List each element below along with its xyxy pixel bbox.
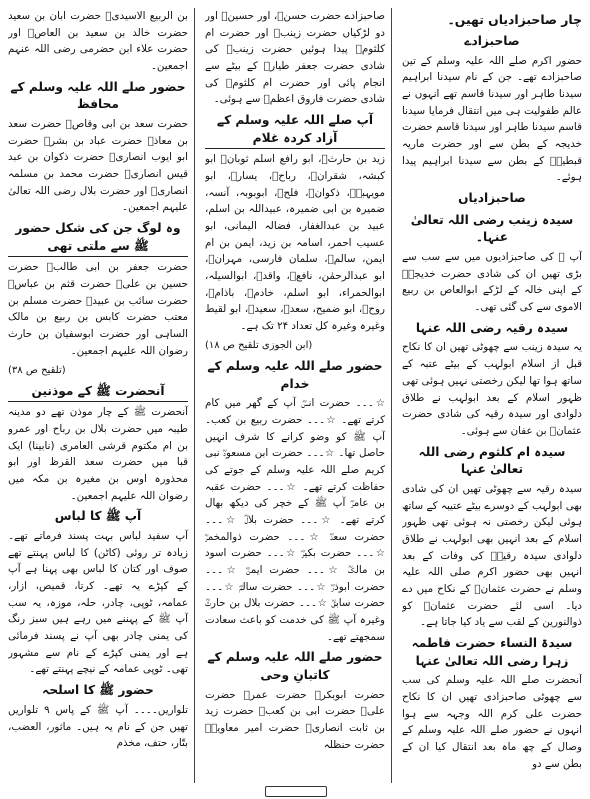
section-body-scribes: حضرت ابوبکرؓ حضرت عمرؓ حضرت علیؓ حضرت ابی بن کعبؓ حضرت زید بن ثابت انصاریؓ حضرت امیر معاویہؓ حضرت حنظلہ bbox=[205, 688, 385, 751]
section-heading-daughters: صاحبزادیاں bbox=[458, 191, 526, 206]
section-body-muezzins: آنحضرت ﷺ کے چار موذن تھے دو مدینہ طیبہ میں حضرت بلال بن رباح اور عمرو بن ام مکتوم قرشی العامری (نابینا) ایک قبا میں حضرت سعد القرظ اور ابو محذورہ اوس بن مغیرہ بن مکہ میں رضوان اللہ علیہم اجمعین۔ bbox=[8, 406, 188, 502]
section-heading-scribes: حضور صلے اللہ علیہ وسلم کے کاتبانِ وحی bbox=[207, 650, 383, 683]
lead-text: چار صاحبزادیاں تھیں۔ bbox=[447, 12, 582, 27]
section-body-guards: حضرت سعد بن ابی وقاصؓ حضرت سعد بن معاذؓ حضرت عباد بن بشرؓ حضرت ابو ایوب انصاریؓ حضرت ذکوان بن عبد قیس انصاریؓ حضرت محمد بن مسلمہ انصاریؓ اور حضرت بلال رضی اللہ تعالیٰ علیہم اجمعین۔ bbox=[8, 118, 188, 214]
section-body-ruqayya: یہ سیدہ زینب سے چھوٹی تھیں ان کا نکاح قبل از اسلام ابولہب کے بیٹے عتبہ کے ساتھ ہوا تھا لیکن رخصتی نہیں ہوئی تھی ظہور اسلام کے بعد ابولہب نے طلاق دلوادی اور سیدہ رقیہ کی شادی حضرت عثمانؓ بن عفان سے ہوئی۔ bbox=[402, 341, 582, 437]
section-body-servants: ☆۔۔۔ حضرت انسؓ آپ کے گھر میں کام کرتے تھے۔ ☆۔۔۔ حضرت ربیع بن کعب۔ آپ ﷺ کو وضو کرانے کا شرف انہیں حاصل تھا۔ ☆۔۔۔ حضرت ابن مسعودؓ نبی کریم صلے اللہ علیہ وسلم کے جوتے کی حفاظت کرتے تھے۔ ☆۔۔۔ حضرت عقبہ بن عامرؓ آپ ﷺ کے خچر کی دیکھ بھال کرتے تھے۔ ☆۔۔۔ حضرت بلالؓ ☆۔۔۔ حضرت سعدؓ ☆۔۔۔ حضرت ذوالمخمرؓ ☆۔۔۔ حضرت بکیرؓ ☆۔۔۔ حضرت اسود بن مالکؓ ☆۔۔۔ حضرت ایمنؓ ☆۔۔۔ حضرت ابوذرؓ ☆۔۔۔ حضرت سالمؓ ☆۔۔۔ حضرت سابقؓ ☆۔۔۔ حضرت بلال بن حارثؓ وغیرہ آپ ﷺ کی خدمت کو باعث سعادت سمجھتے تھے۔ bbox=[205, 397, 385, 643]
section-heading-sons: صاحبزادے bbox=[464, 33, 520, 48]
section-body-clothing: آپ سفید لباس بہت پسند فرماتے تھے۔ زیادہ تر روئی (کاٹن) کا لباس پہنتے تھے صوف اور کتان کا لباس بھی پہنا ہے آپ کے کپڑے یہ تھے۔ کرتا، قمیص، ازار، عمامہ، ٹوپی، چادر، حلہ، موزہ، یہ سب آپ ﷺ کے پہننے میں رہے ہیں سبز رنگ کی یمنی چادر بھی آپ نے پسند فرمائی ہے اور یمنی کپڑے کے نام سے مشہور تھی۔ ٹوپی عمامہ کے نیچے پہنتے تھے۔ bbox=[8, 530, 188, 676]
subheading-ruqayya: سیدہ رقیہ رضی اللہ عنہا bbox=[415, 320, 569, 335]
section-body-resemblance: حضرت جعفر بن ابی طالبؓ حضرت حسین بن علیؓ حضرت قثم بن عباسؓ حضرت سائب بن عبیدؓ حضرت مسلم بن معتب حضرت کابس بن ربیع بن مالک الساہی اور حضرت ابوسفیان بن حارث رضوان اللہ علیہم اجمعین۔ bbox=[8, 261, 188, 357]
citation-freed-slaves: (ابن الجوزی تلقیح ص ۱۸) bbox=[205, 339, 313, 351]
left-intro: بن الربیع الاسیدیؓ حضرت ابان بن سعید حضرت خالد بن سعید بن العاصؓ اور حضرت علاء ابن حضرمی رضی اللہ عنہم اجمعین۔ bbox=[8, 10, 188, 73]
section-body-umm-kulthum: سیدہ رقیہ سے چھوٹی تھیں ان کی شادی بھی ابولہب کے دوسرے بیٹے عتیبہ کے ساتھ ہوئی لیکن رخصتی نہ ہوئی تھی ظہور اسلام کے بعد انہیں بھی ابولہب نے طلاق دلوادی سیدہ رقیہؓ کی وفات کے بعد انہیں بھی حضور اکرم صلی اللہ علیہ وسلم نے حضرت عثمانؓ کے نکاح میں دے دیا۔ اسی لئے حضرت عثمانؓ کو ذوالنورین کے لقب سے یاد کیا جاتا ہے۔ bbox=[402, 482, 582, 629]
column-middle bbox=[205, 8, 392, 783]
middle-intro: صاحبزادے حضرت حسنؓ، اور حسینؓ اور دو لڑکیاں حضرت زینبؓ اور حضرت ام کلثومؓ پیدا ہوئیں حضرت زینبؓ کی شادی حضرت جعفر طیارؓ کے بیٹے سے انجام پائی اور حضرت ام کلثومؓ کی شادی حضرت فاروق اعظمؓ سے ہوئی۔ bbox=[205, 10, 385, 106]
section-heading-weapons: حضور ﷺ کا اسلحہ bbox=[42, 683, 154, 698]
column-right bbox=[402, 8, 582, 783]
column-left bbox=[8, 8, 195, 783]
section-body-freed-slaves: زید بن حارثؓ، ابو رافع اسلم ثوبانؓ ابو کبشہ، شقرانؓ، رباحؓ، یسارؓ، ابو مویہبہؓ، ذکوانؓ، فلحؓ، ابوبوبہ، آنسہ، ضمیرہ بن ابی ضمیرہ، عبیداللہ بن اسلم، عبید بن عبدالغفار، فضالہ الیمانی، ابو عسیب احمر، اسامہ بن زید، ایمن بن ام ایمن، سالمؓ، سلمان فارسی، مہرانؓ، ابو عبدالرحمٰن، نافعؓ، واقدؓ، ابوالسیلہ، ابوالحمراء، ابو اسلم، خادمؓ، باذامؓ، روحؓ، ابو ضمیح، سعدؓ، سعیدؓ، ابو لقیط وغیرہ وغیرہ کل تعداد ۲۴ تک ہے۔ bbox=[205, 153, 385, 333]
section-body-fatima: آنحضرت صلے اللہ علیہ وسلم کی سب سے چھوٹی صاحبزادی تھیں ان کا نکاح حضرت علی کرم اللہ وجہہ سے ہوا انہوں نے حضور صلے اللہ علیہ وسلم کے وصال کے چھ ماہ بعد انتقال کیا ان کے بطن سے دو bbox=[402, 674, 582, 770]
citation-resemblance: (تلقیح ص ۳۸) bbox=[8, 364, 66, 376]
section-heading-resemblance: وہ لوگ جن کی شکل حضور ﷺ سے ملتی تھی bbox=[8, 220, 188, 257]
section-heading-clothing: آپ ﷺ کا لباس bbox=[54, 509, 142, 524]
section-heading-freed-slaves: آپ صلے اللہ علیہ وسلم کے آزاد کردہ غلام bbox=[205, 112, 385, 149]
section-body-zainab: آپ ﷺ کی صاحبزادیوں میں سے سب سے بڑی تھیں ان کی شادی حضرت خدیجہؓ کے اپنی خالہ کے لڑکے ابوالعاص بن ربیع الاموی سے کی گئی تھی۔ bbox=[402, 251, 582, 314]
section-heading-servants: حضور صلے اللہ علیہ وسلم کے خدام bbox=[207, 358, 383, 391]
section-heading-muezzins: آنحضرت ﷺ کے موذنین bbox=[8, 383, 188, 403]
page-footer-ornament bbox=[265, 786, 327, 797]
section-heading-guards: حضور صلے اللہ علیہ وسلم کے محافظ bbox=[10, 79, 186, 112]
subheading-zainab: سیدہ زینب رضی اللہ تعالیٰ عنہا۔ bbox=[410, 212, 574, 245]
section-body-weapons: تلواریں۔۔۔۔ آپ ﷺ کے پاس ۹ تلواریں تھیں جن کے نام یہ ہیں۔ ماثور، العضب، بتّار، حتف، مخذم bbox=[8, 703, 188, 750]
subheading-fatima: سیدۃ النساء حضرت فاطمہ زہرا رضی اللہ تعالیٰ عنہا bbox=[411, 635, 573, 668]
section-body-sons: حضور اکرم صلے اللہ علیہ وسلم کے تین صاحبزادے تھے۔ جن کے نام سیدنا ابراہیم سیدنا طاہر اور سیدنا قاسم تھے انہوں نے عالم طفولیت ہی میں انتقال فرمایا سیدنا قاسم سیدنا طاہر اور سیدنا قاسم حضرت خدیجہ کے بطن سے اور حضرت ماریہ قبطیہؓ کے بطن سے سیدنا ابراہیم پیدا ہوئے۔ bbox=[402, 54, 582, 184]
subheading-umm-kulthum: سیدہ ام کلثوم رضی اللہ تعالیٰ عنہا bbox=[418, 444, 566, 477]
